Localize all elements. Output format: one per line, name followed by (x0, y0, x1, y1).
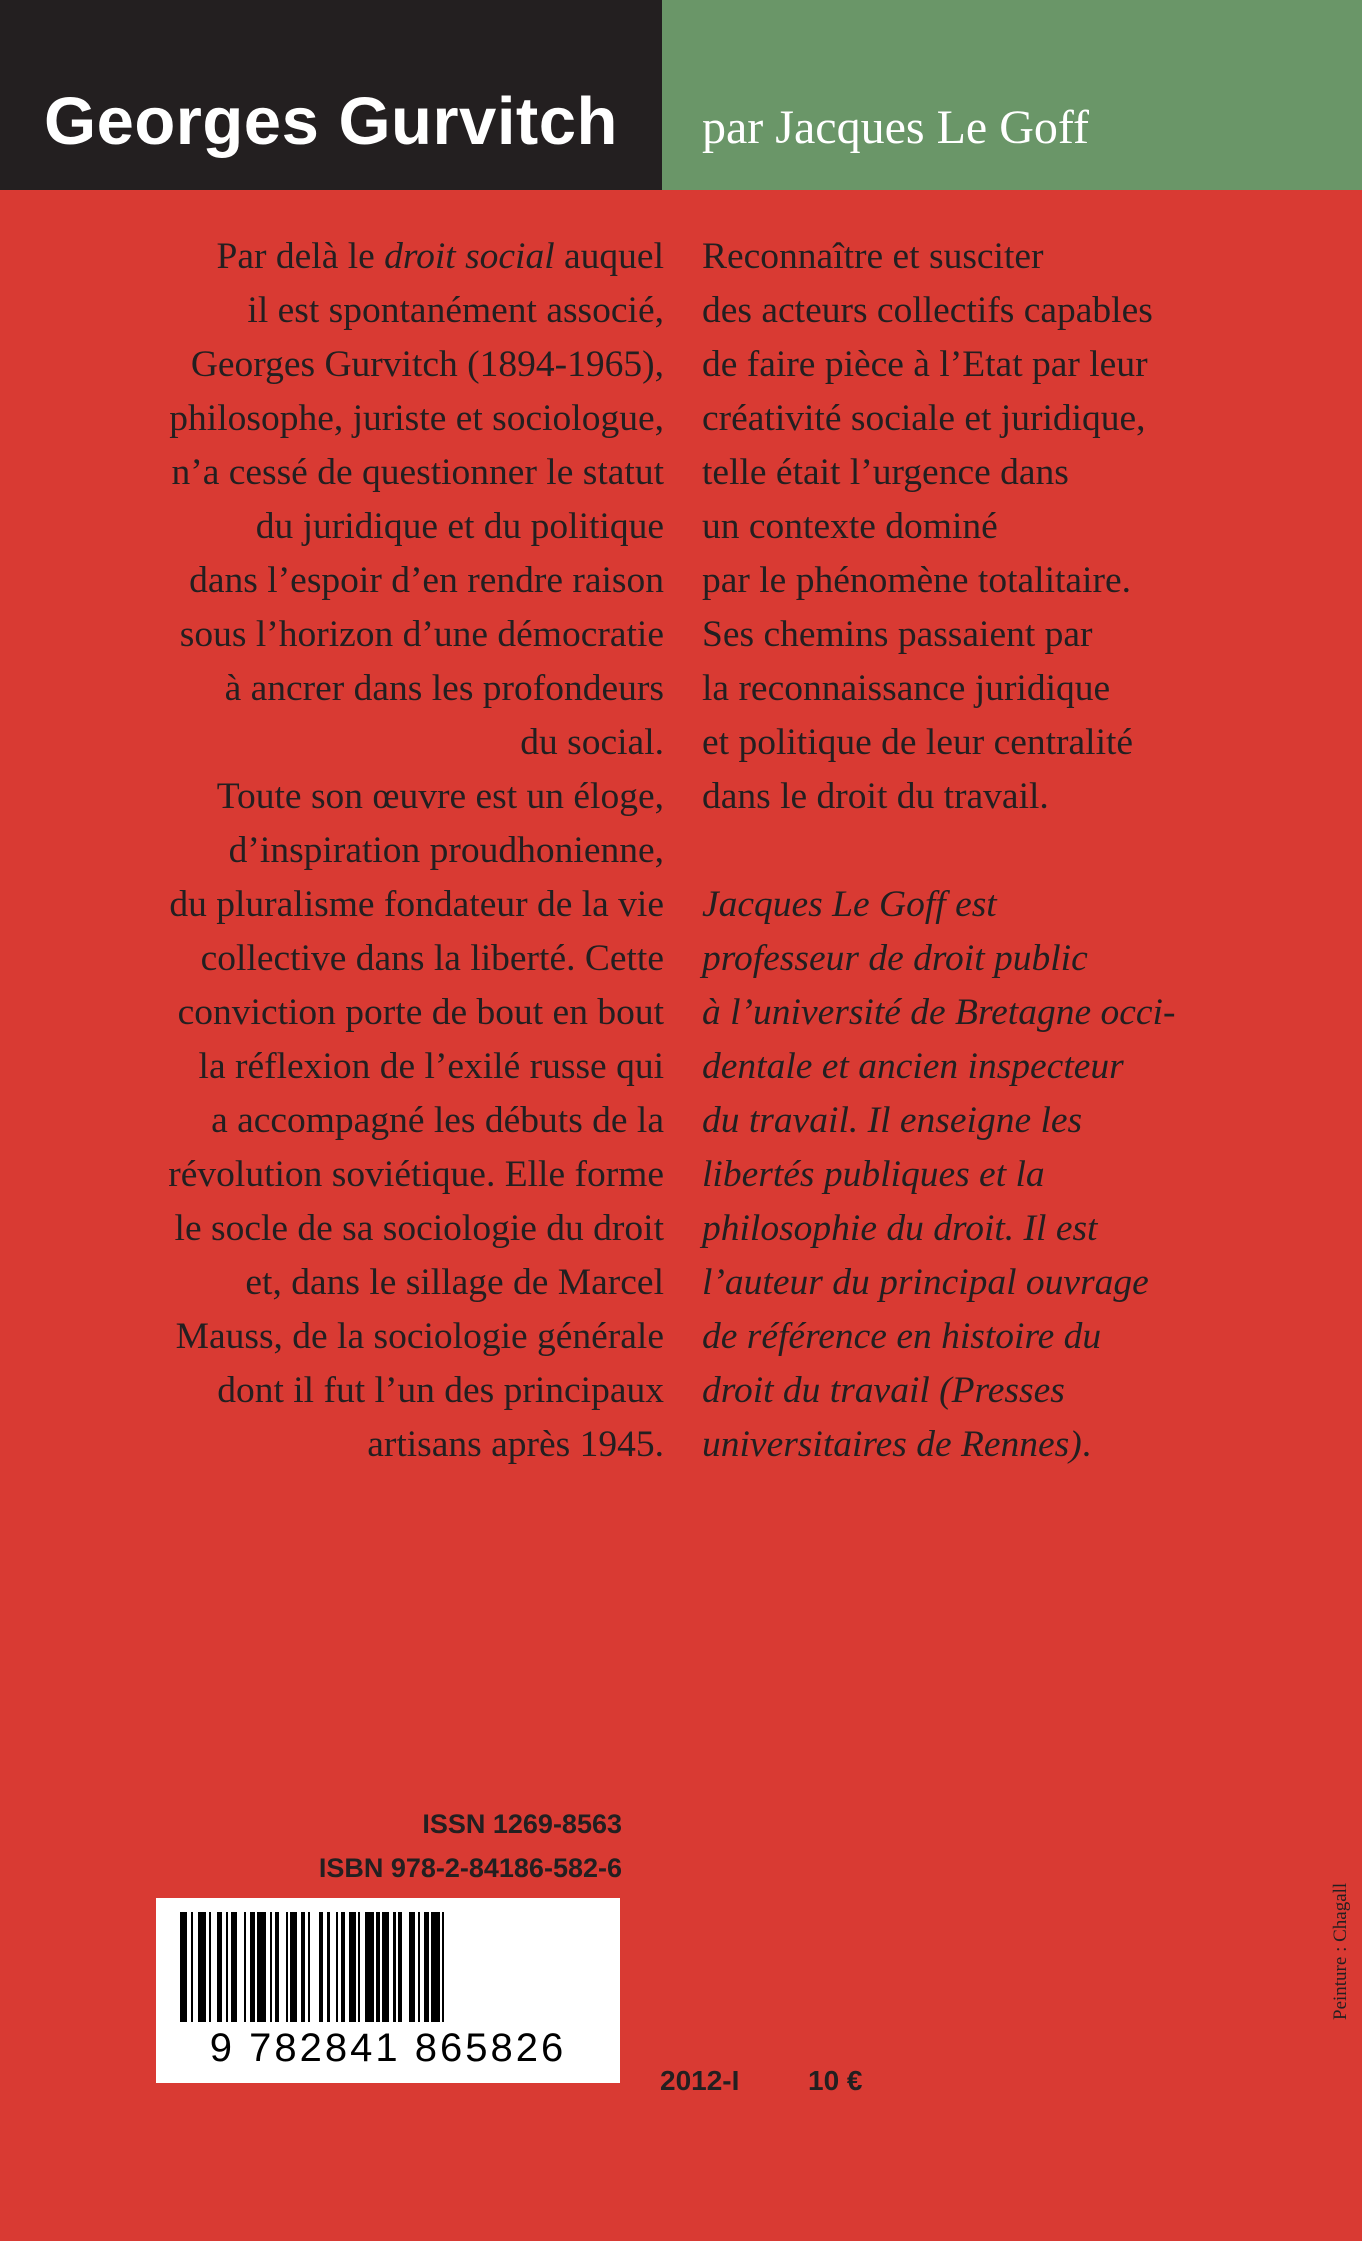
description-right-column (702, 230, 1262, 824)
bio-line: Jacques Le Goff est (702, 884, 997, 925)
text-line: Toute son œuvre est un éloge, (216, 776, 664, 817)
text-line: la réflexion de l’exilé russe qui (198, 1046, 664, 1087)
text-line: des acteurs collectifs capables (702, 290, 1153, 331)
text-line: n’a cessé de questionner le statut (171, 452, 664, 493)
barcode-bar (290, 1912, 297, 2022)
barcode-bar (418, 1912, 420, 2022)
bio-text: universitaires de Rennes) (702, 1424, 1082, 1465)
bio-line: droit du travail (Presses (702, 1370, 1065, 1411)
text-line (60, 230, 664, 284)
italic-term: droit social (384, 236, 555, 277)
barcode-bar (244, 1912, 246, 2022)
barcode-bar (209, 1912, 211, 2022)
barcode-bar (180, 1912, 187, 2022)
text-line: créativité sociale et juridique, (702, 398, 1146, 439)
text-line: a accompagné les débuts de la (211, 1100, 664, 1141)
text-line: et politique de leur centralité (702, 722, 1134, 763)
bio-line: professeur de droit public (702, 938, 1088, 979)
barcode-bar (398, 1912, 402, 2022)
book-author: par Jacques Le Goff (702, 101, 1089, 154)
text-line: de faire pièce à l’Etat par leur (702, 344, 1148, 385)
cover-credit: Peinture : Chagall (1330, 1882, 1351, 2020)
barcode-bar (442, 1912, 444, 2022)
bio-line: à l’université de Bretagne occi- (702, 992, 1176, 1033)
barcode-bar (393, 1912, 395, 2022)
text-line: par le phénomène totalitaire. (702, 560, 1131, 601)
barcode-bar (409, 1912, 416, 2022)
barcode-bar (191, 1912, 193, 2022)
bio-line: du travail. Il enseigne les (702, 1100, 1083, 1141)
text-line: dont il fut l’un des principaux (217, 1370, 664, 1411)
barcode-bar (431, 1912, 440, 2022)
bio-line (702, 1418, 1175, 1472)
text-span: auquel (554, 236, 664, 277)
author-bio (702, 878, 1175, 1472)
edition-code: 2012-I (660, 2065, 740, 2096)
bio-line: dentale et ancien inspecteur (702, 1046, 1124, 1087)
text-line: le socle de sa sociologie du droit (174, 1208, 664, 1249)
text-line: telle était l’urgence dans (702, 452, 1069, 493)
barcode-bar (319, 1912, 323, 2022)
header-author-band (662, 0, 1362, 190)
text-line: à ancrer dans les profondeurs (224, 668, 664, 709)
text-line: sous l’horizon d’une démocratie (179, 614, 664, 655)
text-line: dans l’espoir d’en rendre raison (189, 560, 664, 601)
price: 10 € (808, 2065, 863, 2096)
barcode-bar (358, 1912, 360, 2022)
barcode-bar (336, 1912, 338, 2022)
text-line: collective dans la liberté. Cette (200, 938, 664, 979)
text-line: la reconnaissance juridique (702, 668, 1111, 709)
barcode-bar (250, 1912, 254, 2022)
text-line: artisans après 1945. (367, 1424, 664, 1465)
barcode-bar (382, 1912, 389, 2022)
text-line: un contexte dominé (702, 506, 998, 547)
barcode-bar (226, 1912, 228, 2022)
book-title: Georges Gurvitch (44, 84, 618, 159)
bio-line: libertés publiques et la (702, 1154, 1045, 1195)
text-line: Mauss, de la sociologie générale (175, 1316, 664, 1357)
bio-period: . (1081, 1424, 1092, 1465)
text-line: Ses chemins passaient par (702, 614, 1093, 655)
issn: ISSN 1269-8563 (422, 1809, 622, 1839)
barcode-bar (376, 1912, 380, 2022)
barcode-bar (270, 1912, 272, 2022)
barcode-bar (275, 1912, 279, 2022)
barcode-bar (286, 1912, 288, 2022)
barcode-bar (327, 1912, 329, 2022)
bio-line: l’auteur du principal ouvrage (702, 1262, 1149, 1303)
header (0, 0, 1362, 190)
text-line: révolution soviétique. Elle forme (168, 1154, 664, 1195)
text-line: du pluralisme fondateur de la vie (169, 884, 664, 925)
barcode-bars (180, 1912, 600, 2022)
bio-line: philosophie du droit. Il est (702, 1208, 1098, 1249)
barcode-bar (231, 1912, 238, 2022)
text-line: dans le droit du travail. (702, 776, 1049, 817)
isbn: ISBN 978-2-84186-582-6 (318, 1853, 622, 1883)
barcode-bar (365, 1912, 374, 2022)
barcode-bar (301, 1912, 305, 2022)
barcode (156, 1898, 620, 2083)
text-line: il est spontanément associé, (247, 290, 664, 331)
bio-line: de référence en histoire du (702, 1316, 1102, 1357)
text-line: Reconnaître et susciter (702, 236, 1044, 277)
text-line: du juridique et du politique (255, 506, 664, 547)
barcode-bar (349, 1912, 356, 2022)
description-left-column (60, 230, 664, 1472)
barcode-bar (308, 1912, 310, 2022)
barcode-bar (257, 1912, 266, 2022)
barcode-bar (424, 1912, 428, 2022)
catalog-codes (160, 1802, 622, 1890)
text-line: du social. (520, 722, 664, 763)
barcode-bar (341, 1912, 345, 2022)
text-line: et, dans le sillage de Marcel (245, 1262, 664, 1303)
text-span: Par delà le (216, 236, 385, 277)
barcode-bar (198, 1912, 207, 2022)
text-line: philosophe, juriste et sociologue, (169, 398, 664, 439)
text-line: d’inspiration proudhonienne, (228, 830, 664, 871)
barcode-digits: 9 782841 865826 (209, 2026, 567, 2070)
barcode-bar (217, 1912, 221, 2022)
text-line: conviction porte de bout en bout (177, 992, 664, 1033)
text-line: Georges Gurvitch (1894-1965), (190, 344, 664, 385)
